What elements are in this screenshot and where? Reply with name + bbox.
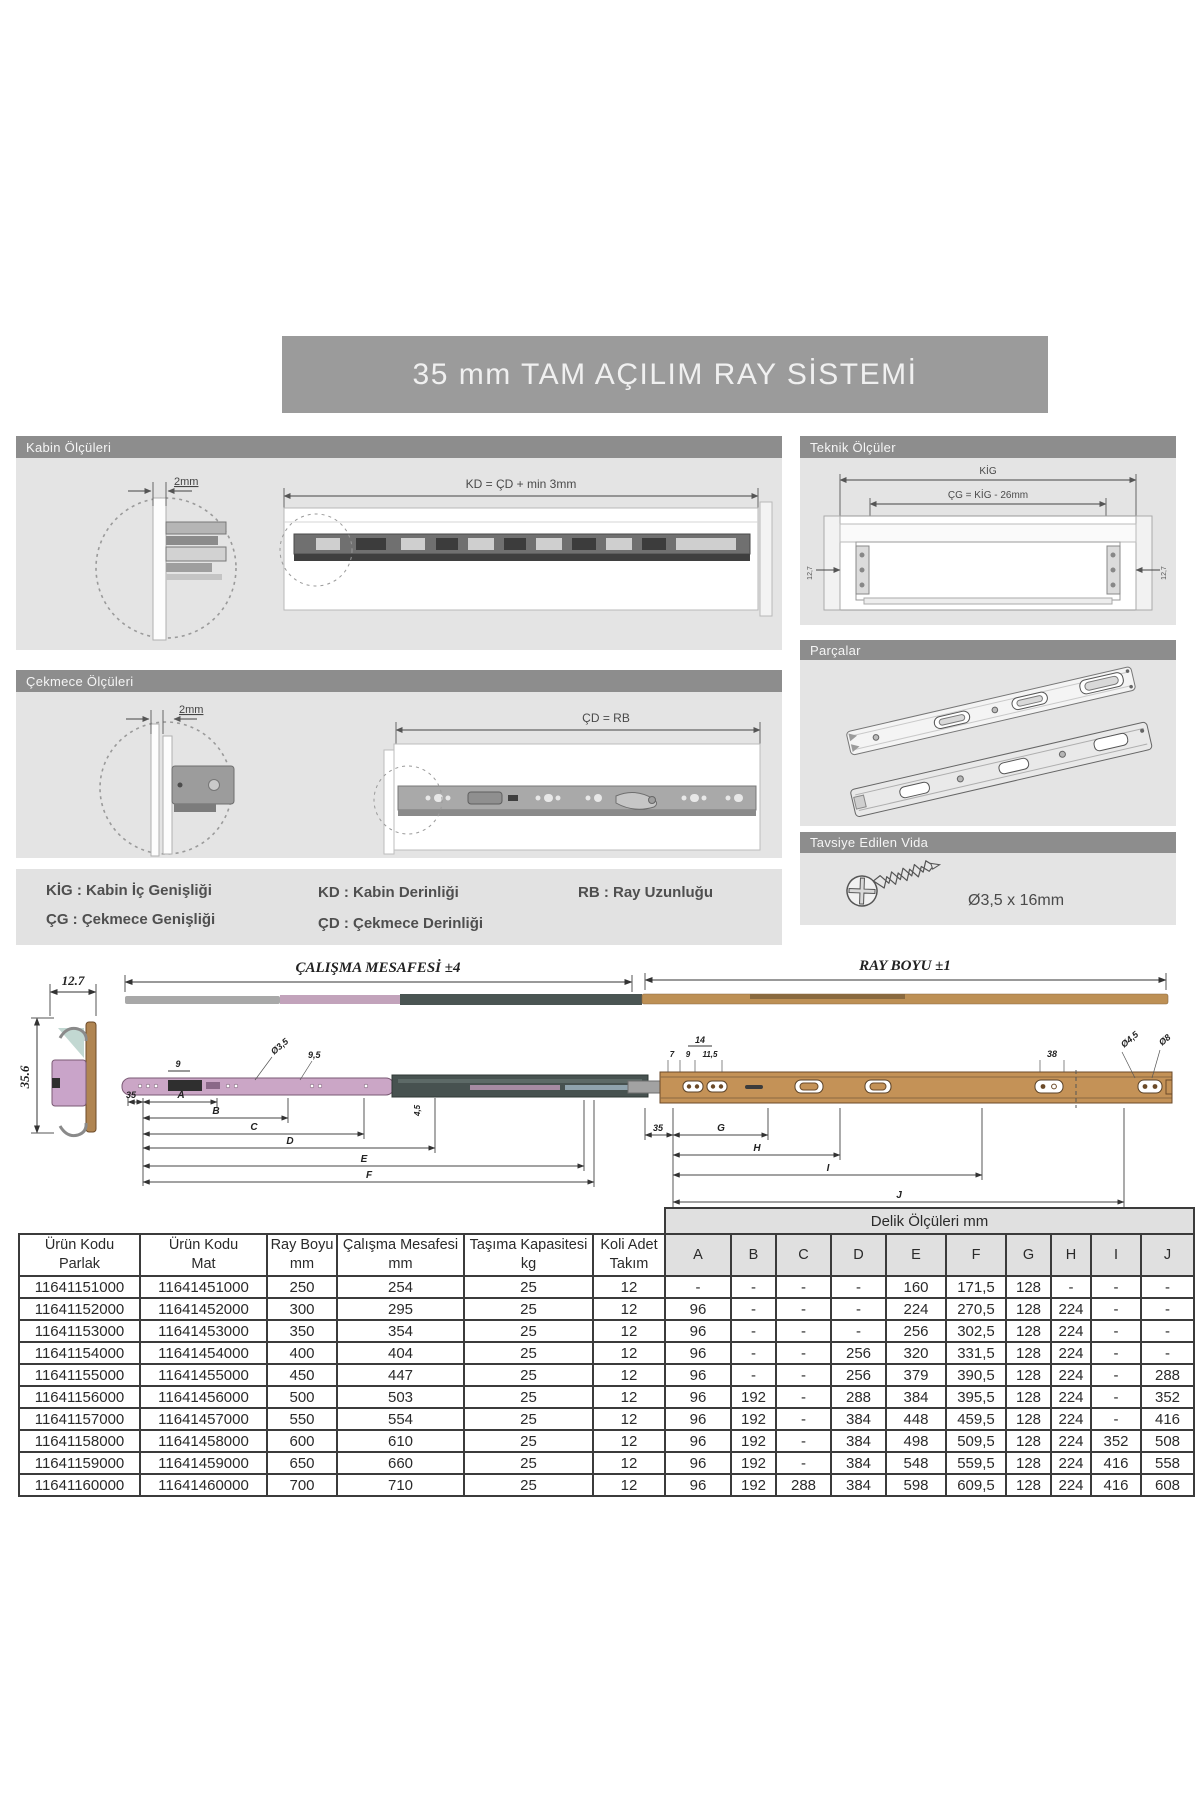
table-cell: 192: [731, 1474, 776, 1496]
table-cell: -: [731, 1320, 776, 1342]
rail-length-label: RAY BOYU ±1: [859, 958, 951, 974]
table-cell: 224: [1051, 1430, 1091, 1452]
teknik-panel-body: [800, 458, 1176, 625]
left-dim-labels: [126, 1090, 373, 1181]
table-cell: -: [1141, 1342, 1194, 1364]
col-header: Çalışma Mesafesi mm: [337, 1234, 464, 1276]
table-cell: 25: [464, 1342, 593, 1364]
gap-dim-label: 2mm: [174, 476, 199, 488]
table-cell: 25: [464, 1364, 593, 1386]
table-cell: 25: [464, 1430, 593, 1452]
table-cell: 128: [1006, 1298, 1051, 1320]
table-cell: 96: [665, 1320, 731, 1342]
table-cell: 11641456000: [140, 1386, 267, 1408]
table-cell: 384: [831, 1430, 886, 1452]
svg-text:B: B: [212, 1106, 220, 1117]
table-cell: 25: [464, 1298, 593, 1320]
gap-dim-label: 2mm: [179, 704, 204, 716]
table-cell: -: [1091, 1364, 1141, 1386]
table-cell: 352: [1091, 1430, 1141, 1452]
screw-icon: [841, 853, 945, 912]
title-banner: [282, 336, 1048, 413]
svg-text:35: 35: [652, 1123, 664, 1133]
table-cell: 96: [665, 1430, 731, 1452]
table-cell: 610: [337, 1430, 464, 1452]
table-cell: -: [831, 1320, 886, 1342]
table-cell: 224: [1051, 1298, 1091, 1320]
table-cell: 96: [665, 1386, 731, 1408]
table-cell: 450: [267, 1364, 337, 1386]
legend-kig: KİG : Kabin İç Genişliği: [46, 882, 212, 899]
table-cell: 503: [337, 1386, 464, 1408]
teknik-panel-header: [800, 436, 1176, 458]
hole-col-header: G: [1006, 1234, 1051, 1276]
table-cell: 96: [665, 1474, 731, 1496]
table-cell: -: [665, 1276, 731, 1298]
table-cell: -: [1091, 1342, 1141, 1364]
table-cell: 288: [831, 1386, 886, 1408]
table-cell: 128: [1006, 1364, 1051, 1386]
technical-drawing-svg: [0, 930, 1200, 1230]
mid-rail-dark: [392, 1075, 648, 1097]
svg-text:11,5: 11,5: [702, 1050, 718, 1059]
legend-cg: ÇG : Çekmece Genişliği: [46, 911, 216, 928]
table-cell: 500: [267, 1386, 337, 1408]
legend-rb: RB : Ray Uzunluğu: [578, 884, 713, 901]
table-cell: 96: [665, 1298, 731, 1320]
drawer-rail-piece: [172, 766, 234, 812]
table-cell: 11641460000: [140, 1474, 267, 1496]
table-cell: 12: [593, 1342, 665, 1364]
table-cell: 509,5: [946, 1430, 1006, 1452]
table-row: [19, 1320, 1194, 1342]
table-cell: 224: [1051, 1474, 1091, 1496]
table-cell: 224: [886, 1298, 946, 1320]
table-cell: 384: [831, 1452, 886, 1474]
cross-section: [17, 973, 96, 1136]
table-cell: 128: [1006, 1430, 1051, 1452]
table-cell: 508: [1141, 1430, 1194, 1452]
table-cell: 128: [1006, 1474, 1051, 1496]
table-cell: 11641155000: [19, 1364, 140, 1386]
table-cell: -: [776, 1452, 831, 1474]
table-cell: -: [1141, 1320, 1194, 1342]
table-cell: 11641159000: [19, 1452, 140, 1474]
col-header: Koli Adet Takım: [593, 1234, 665, 1276]
table-row: [19, 1408, 1194, 1430]
rail-connector: [628, 1081, 664, 1093]
table-cell: 128: [1006, 1452, 1051, 1474]
table-cell: 25: [464, 1320, 593, 1342]
table-cell: 650: [267, 1452, 337, 1474]
table-cell: 559,5: [946, 1452, 1006, 1474]
table-cell: 12: [593, 1474, 665, 1496]
cekmece-diagram: [16, 692, 782, 858]
table-cell: 11641458000: [140, 1430, 267, 1452]
table-cell: -: [731, 1298, 776, 1320]
table-cell: 660: [337, 1452, 464, 1474]
parcalar-diagram: [800, 660, 1176, 826]
table-cell: -: [1091, 1298, 1141, 1320]
table-cell: 25: [464, 1408, 593, 1430]
table-cell: 302,5: [946, 1320, 1006, 1342]
table-cell: 384: [831, 1408, 886, 1430]
table-cell: 192: [731, 1452, 776, 1474]
table-cell: -: [1091, 1408, 1141, 1430]
table-cell: 224: [1051, 1364, 1091, 1386]
table-cell: 25: [464, 1474, 593, 1496]
drawer-rail: [398, 786, 756, 816]
table-cell: 256: [886, 1320, 946, 1342]
working-distance-label: ÇALIŞMA MESAFESİ ±4: [295, 960, 461, 976]
table-cell: 331,5: [946, 1342, 1006, 1364]
table-row: [19, 1474, 1194, 1496]
table-cell: 600: [267, 1430, 337, 1452]
table-cell: -: [776, 1276, 831, 1298]
table-cell: 288: [776, 1474, 831, 1496]
table-row: [19, 1364, 1194, 1386]
table-cell: 350: [267, 1320, 337, 1342]
table-cell: -: [731, 1276, 776, 1298]
table-cell: 128: [1006, 1320, 1051, 1342]
table-cell: -: [776, 1408, 831, 1430]
table-cell: 12: [593, 1276, 665, 1298]
hole-col-header: H: [1051, 1234, 1091, 1276]
table-cell: 416: [1091, 1452, 1141, 1474]
svg-text:A: A: [177, 1090, 185, 1101]
table-cell: 558: [1141, 1452, 1194, 1474]
table-cell: 548: [886, 1452, 946, 1474]
table-cell: 11641158000: [19, 1430, 140, 1452]
table-cell: 171,5: [946, 1276, 1006, 1298]
svg-text:9: 9: [685, 1050, 691, 1059]
svg-text:14: 14: [694, 1035, 706, 1045]
table-cell: -: [776, 1320, 831, 1342]
table-cell: 224: [1051, 1386, 1091, 1408]
kig-dim-label: KİG: [979, 466, 997, 477]
hole-col-header: I: [1091, 1234, 1141, 1276]
table-cell: 25: [464, 1276, 593, 1298]
table-cell: 295: [337, 1298, 464, 1320]
table-cell: 224: [1051, 1320, 1091, 1342]
table-cell: 384: [886, 1386, 946, 1408]
hole-col-header: A: [665, 1234, 731, 1276]
col-header: Taşıma Kapasitesi kg: [464, 1234, 593, 1276]
parcalar-panel-header: [800, 640, 1176, 660]
svg-text:4,5: 4,5: [413, 1104, 422, 1116]
col-header: Ürün Kodu Parlak: [19, 1234, 140, 1276]
table-cell: 250: [267, 1276, 337, 1298]
svg-text:H: H: [753, 1143, 761, 1154]
table-cell: 12: [593, 1452, 665, 1474]
bottom-shelf: [864, 598, 1112, 604]
table-cell: 354: [337, 1320, 464, 1342]
table-cell: -: [731, 1342, 776, 1364]
vida-panel-header: [800, 832, 1176, 853]
svg-text:9: 9: [175, 1059, 181, 1069]
svg-text:D: D: [286, 1136, 294, 1147]
svg-text:F: F: [365, 1170, 373, 1181]
table-cell: 224: [1051, 1342, 1091, 1364]
table-cell: 11641160000: [19, 1474, 140, 1496]
table-cell: -: [1051, 1276, 1091, 1298]
table-cell: 700: [267, 1474, 337, 1496]
cekmece-header-label: Çekmece Ölçüleri: [26, 673, 134, 689]
table-cell: 11641152000: [19, 1298, 140, 1320]
svg-text:C: C: [250, 1122, 258, 1133]
svg-text:Ø3,5: Ø3,5: [268, 1036, 291, 1057]
table-cell: 416: [1141, 1408, 1194, 1430]
kabin-header-label: Kabin Ölçüleri: [26, 439, 112, 455]
cg-dim-label: ÇG = KİG - 26mm: [947, 490, 1029, 501]
section-height-label: 35.6: [17, 1065, 32, 1089]
page-title: 35 mm TAM AÇILIM RAY SİSTEMİ: [412, 357, 918, 391]
screw-size-label: Ø3,5 x 16mm: [968, 892, 1065, 909]
table-cell: 192: [731, 1430, 776, 1452]
vida-panel-body: [800, 853, 1176, 925]
svg-text:38: 38: [1046, 1049, 1058, 1059]
table-cell: 390,5: [946, 1364, 1006, 1386]
product-table-wrap: [18, 1233, 1195, 1497]
table-cell: 320: [886, 1342, 946, 1364]
table-cell: 96: [665, 1342, 731, 1364]
table-cell: 192: [731, 1386, 776, 1408]
table-cell: -: [776, 1430, 831, 1452]
table-cell: 254: [337, 1276, 464, 1298]
side-dim-left: 12,7: [807, 566, 814, 580]
table-cell: 395,5: [946, 1386, 1006, 1408]
closed-rail-bar: [125, 994, 1168, 1005]
table-cell: 270,5: [946, 1298, 1006, 1320]
technical-drawing: [0, 930, 1200, 1230]
table-cell: 12: [593, 1364, 665, 1386]
table-cell: 404: [337, 1342, 464, 1364]
table-cell: 11641153000: [19, 1320, 140, 1342]
table-cell: 192: [731, 1408, 776, 1430]
legend-cd: ÇD : Çekmece Derinliği: [318, 915, 484, 932]
table-cell: -: [776, 1364, 831, 1386]
table-cell: 598: [886, 1474, 946, 1496]
svg-text:7: 7: [669, 1050, 675, 1059]
svg-text:G: G: [717, 1123, 725, 1134]
table-cell: 448: [886, 1408, 946, 1430]
table-cell: 609,5: [946, 1474, 1006, 1496]
rail-cross-section: [166, 522, 226, 580]
table-cell: 96: [665, 1452, 731, 1474]
table-cell: -: [1141, 1298, 1194, 1320]
table-cell: 352: [1141, 1386, 1194, 1408]
table-cell: 11641157000: [19, 1408, 140, 1430]
table-cell: 96: [665, 1408, 731, 1430]
table-cell: 300: [267, 1298, 337, 1320]
table-cell: -: [776, 1386, 831, 1408]
svg-text:I: I: [826, 1163, 830, 1174]
kabin-panel-body: [16, 458, 782, 650]
table-cell: -: [1141, 1276, 1194, 1298]
product-table: [18, 1233, 1195, 1497]
table-cell: 11641451000: [140, 1276, 267, 1298]
table-row: [19, 1452, 1194, 1474]
table-row: [19, 1430, 1194, 1452]
hole-col-header: F: [946, 1234, 1006, 1276]
mounted-rail: [294, 534, 750, 561]
table-cell: -: [731, 1364, 776, 1386]
svg-text:Ø4,5: Ø4,5: [1118, 1029, 1141, 1050]
table-cell: 459,5: [946, 1408, 1006, 1430]
table-cell: 498: [886, 1430, 946, 1452]
screw-diagram: [800, 853, 1176, 925]
table-cell: 25: [464, 1452, 593, 1474]
section-width-label: 12.7: [61, 973, 85, 988]
delik-header-label: Delik Ölçüleri mm: [870, 1212, 989, 1230]
table-cell: 11641459000: [140, 1452, 267, 1474]
table-cell: 128: [1006, 1342, 1051, 1364]
teknik-diagram: [800, 458, 1176, 625]
table-cell: 384: [831, 1474, 886, 1496]
table-cell: 550: [267, 1408, 337, 1430]
left-dim-ladder: [128, 1098, 594, 1187]
table-cell: 11641454000: [140, 1342, 267, 1364]
col-header: Ray Boyu mm: [267, 1234, 337, 1276]
parcalar-panel-body: [800, 660, 1176, 826]
svg-text:E: E: [360, 1154, 368, 1165]
table-header-row: [19, 1234, 1194, 1276]
table-cell: 554: [337, 1408, 464, 1430]
table-cell: 128: [1006, 1386, 1051, 1408]
kabin-panel-header: [16, 436, 782, 458]
hole-col-header: D: [831, 1234, 886, 1276]
delik-olculeri-header: [664, 1207, 1195, 1235]
cd-dim-label: ÇD = RB: [582, 711, 630, 725]
svg-text:Ø8: Ø8: [1156, 1032, 1173, 1048]
table-cell: -: [776, 1342, 831, 1364]
svg-text:J: J: [896, 1190, 902, 1201]
hole-col-header: C: [776, 1234, 831, 1276]
table-cell: -: [776, 1298, 831, 1320]
hole-col-header: J: [1141, 1234, 1194, 1276]
table-cell: 12: [593, 1386, 665, 1408]
kd-dim-label: KD = ÇD + min 3mm: [465, 477, 577, 491]
table-cell: 11641453000: [140, 1320, 267, 1342]
teknik-header-label: Teknik Ölçüler: [810, 439, 896, 455]
table-cell: 11641452000: [140, 1298, 267, 1320]
table-cell: 224: [1051, 1408, 1091, 1430]
table-cell: 11641455000: [140, 1364, 267, 1386]
table-cell: 12: [593, 1320, 665, 1342]
table-cell: -: [1091, 1386, 1141, 1408]
legend-kd: KD : Kabin Derinliği: [318, 884, 459, 901]
table-cell: 11641154000: [19, 1342, 140, 1364]
table-cell: 379: [886, 1364, 946, 1386]
table-cell: 608: [1141, 1474, 1194, 1496]
table-row: [19, 1276, 1194, 1298]
table-cell: 11641457000: [140, 1408, 267, 1430]
table-cell: 447: [337, 1364, 464, 1386]
parcalar-header-label: Parçalar: [810, 642, 861, 658]
outer-rail-tan: [660, 1070, 1172, 1108]
table-cell: -: [1091, 1320, 1141, 1342]
table-cell: 128: [1006, 1408, 1051, 1430]
svg-text:9,5: 9,5: [308, 1050, 321, 1060]
table-cell: 256: [831, 1342, 886, 1364]
cabinet-wall: [153, 498, 166, 640]
hole-col-header: E: [886, 1234, 946, 1276]
cekmece-panel-header: [16, 670, 782, 692]
svg-text:35: 35: [125, 1090, 137, 1100]
hole-col-header: B: [731, 1234, 776, 1276]
table-cell: 400: [267, 1342, 337, 1364]
inner-rail-pink: [122, 1078, 394, 1095]
table-cell: -: [831, 1276, 886, 1298]
table-row: [19, 1298, 1194, 1320]
table-cell: 160: [886, 1276, 946, 1298]
table-row: [19, 1386, 1194, 1408]
table-cell: 12: [593, 1408, 665, 1430]
table-cell: 96: [665, 1364, 731, 1386]
table-cell: 12: [593, 1298, 665, 1320]
table-cell: 128: [1006, 1276, 1051, 1298]
side-dim-right: 12,7: [1161, 566, 1168, 580]
table-row: [19, 1342, 1194, 1364]
kabin-diagram: [16, 458, 782, 650]
table-cell: -: [831, 1298, 886, 1320]
table-cell: -: [1091, 1276, 1141, 1298]
col-header: Ürün Kodu Mat: [140, 1234, 267, 1276]
table-cell: 256: [831, 1364, 886, 1386]
table-cell: 224: [1051, 1452, 1091, 1474]
cekmece-panel-body: [16, 692, 782, 858]
vida-header-label: Tavsiye Edilen Vida: [810, 835, 929, 850]
table-cell: 710: [337, 1474, 464, 1496]
table-cell: 11641156000: [19, 1386, 140, 1408]
table-cell: 12: [593, 1430, 665, 1452]
table-cell: 25: [464, 1386, 593, 1408]
table-cell: 11641151000: [19, 1276, 140, 1298]
table-cell: 416: [1091, 1474, 1141, 1496]
table-cell: 288: [1141, 1364, 1194, 1386]
